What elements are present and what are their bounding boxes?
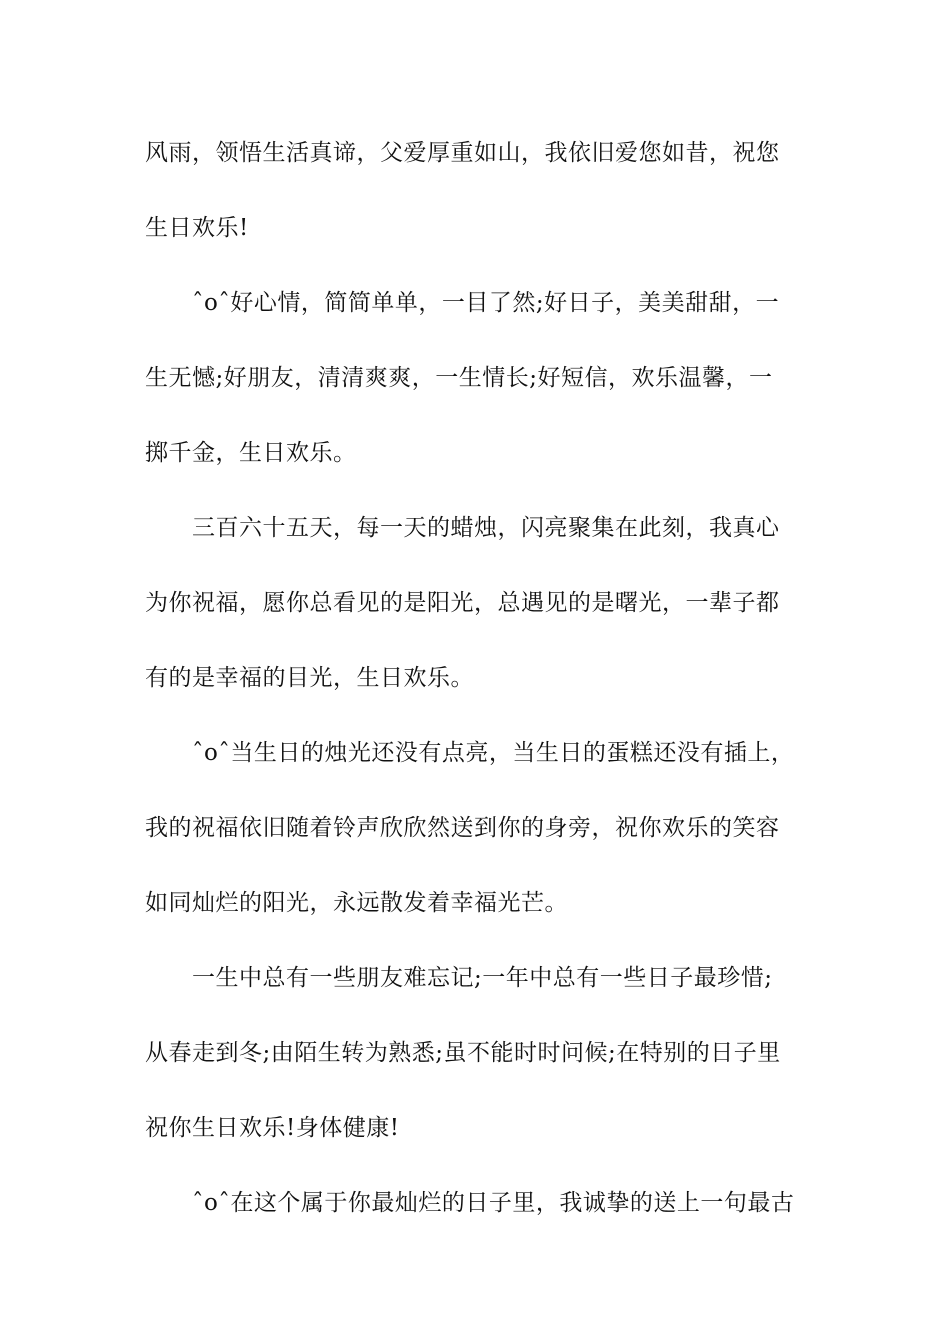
text-line: 祝你生日欢乐!身体健康! — [145, 1115, 400, 1141]
text-line: 一生中总有一些朋友难忘记;一年中总有一些日子最珍惜; — [145, 965, 773, 991]
text-line: 生日欢乐! — [145, 215, 249, 241]
body-text — [145, 129, 810, 1254]
text-line: 有的是幸福的目光，生日欢乐。 — [145, 665, 474, 691]
text-line: 掷千金，生日欢乐。 — [145, 440, 357, 466]
text-line: 我的祝福依旧随着铃声欣欣然送到你的身旁，祝你欢乐的笑容 — [145, 815, 780, 841]
text-line: 生无憾;好朋友，清清爽爽，一生情长;好短信，欢乐温馨，一 — [145, 365, 773, 391]
text-line: ˆoˆ在这个属于你最灿烂的日子里，我诚挚的送上一句最古 — [145, 1190, 795, 1216]
text-line: 三百六十五天，每一天的蜡烛，闪亮聚集在此刻，我真心 — [145, 515, 780, 541]
text-line: ˆoˆ当生日的烛光还没有点亮，当生日的蛋糕还没有插上， — [145, 740, 795, 766]
text-line: 从春走到冬;由陌生转为熟悉;虽不能时时问候;在特别的日子里 — [145, 1040, 781, 1066]
text-line: ˆoˆ好心情，简简单单，一目了然;好日子，美美甜甜，一 — [145, 290, 780, 316]
text-line: 为你祝福，愿你总看见的是阳光，总遇见的是曙光，一辈子都 — [145, 590, 780, 616]
text-line: 如同灿烂的阳光，永远散发着幸福光芒。 — [145, 890, 568, 916]
text-line: 风雨，领悟生活真谛，父爱厚重如山，我依旧爱您如昔，祝您 — [145, 140, 780, 166]
